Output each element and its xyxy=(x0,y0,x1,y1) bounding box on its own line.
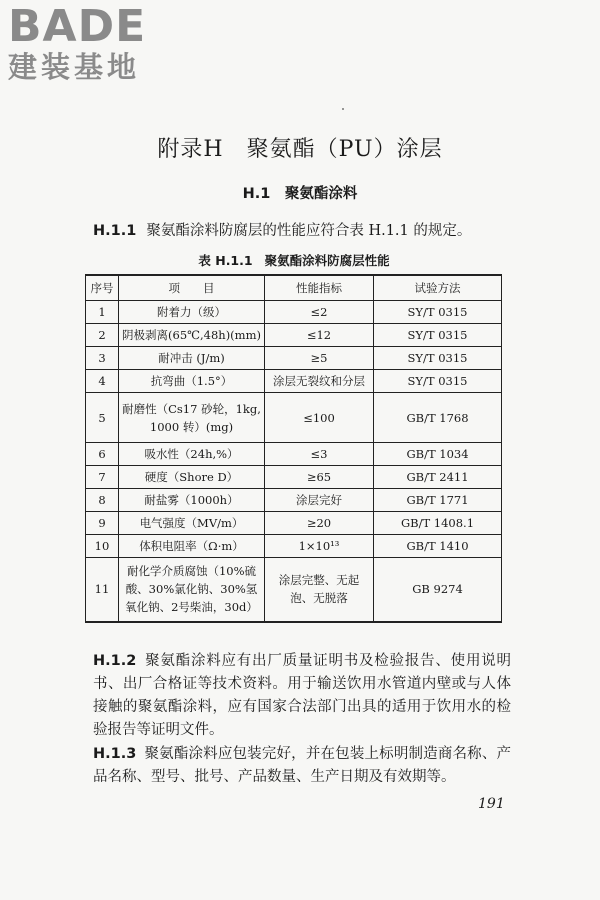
table-row xyxy=(86,393,502,443)
table-row xyxy=(86,301,502,324)
table-cell: ≤2 xyxy=(265,301,374,324)
table-row xyxy=(86,489,502,512)
table-cell: 附着力（级） xyxy=(119,301,265,324)
table-row xyxy=(86,558,502,622)
table-cell: 1 xyxy=(86,301,119,324)
table-row xyxy=(86,324,502,347)
clause-text: 聚氨酯涂料防腐层的性能应符合表 H.1.1 的规定。 xyxy=(146,223,472,239)
table-cell: 抗弯曲（1.5°） xyxy=(119,370,265,393)
table-cell: ≤100 xyxy=(265,393,374,443)
table-cell: 6 xyxy=(86,443,119,466)
table-cell: 耐冲击 (J/m) xyxy=(119,347,265,370)
table-row xyxy=(86,466,502,489)
table-cell: 2 xyxy=(86,324,119,347)
table-cell: GB/T 1768 xyxy=(374,393,502,443)
table-cell: 涂层无裂纹和分层 xyxy=(265,370,374,393)
table-cell: 耐磨性（Cs17 砂轮，1kg, 1000 转）(mg) xyxy=(119,393,265,443)
table-caption-number: 表 H.1.1 xyxy=(198,253,253,268)
table-cell: ≥5 xyxy=(265,347,374,370)
table-cell: 4 xyxy=(86,370,119,393)
table-cell: GB 9274 xyxy=(374,558,502,622)
table-cell: 涂层完好 xyxy=(265,489,374,512)
table-cell: 11 xyxy=(86,558,119,622)
header-cell: 试验方法 xyxy=(374,275,502,301)
clause-number: H.1.3 xyxy=(93,746,137,762)
table-cell: 8 xyxy=(86,489,119,512)
table-cell: GB/T 1408.1 xyxy=(374,512,502,535)
table-cell: 耐化学介质腐蚀（10%硫酸、30%氯化钠、30%氢氧化钠、2号柴油，30d） xyxy=(119,558,265,622)
logo-subtitle: 建装基地 xyxy=(8,50,141,84)
section-title: H.1 聚氨酯涂料 xyxy=(242,186,358,202)
table-cell: ≤3 xyxy=(265,443,374,466)
speck-dot xyxy=(342,108,344,110)
clause-number: H.1.1 xyxy=(93,223,137,239)
table-caption xyxy=(0,251,600,269)
table-cell: GB/T 1771 xyxy=(374,489,502,512)
table-cell: ≥65 xyxy=(265,466,374,489)
table-cell: 吸水性（24h,%） xyxy=(119,443,265,466)
table-cell: 1×10¹³ xyxy=(265,535,374,558)
appendix-title: 附录H 聚氨酯（PU）涂层 xyxy=(157,137,443,162)
header-cell: 性能指标 xyxy=(265,275,374,301)
header-cell: 序号 xyxy=(86,275,119,301)
table-cell: 电气强度（MV/m） xyxy=(119,512,265,535)
table-cell: 7 xyxy=(86,466,119,489)
table-header-row xyxy=(86,275,502,301)
table-caption-title: 聚氨酯涂料防腐层性能 xyxy=(264,253,390,268)
table-cell: GB/T 1034 xyxy=(374,443,502,466)
table-cell: 10 xyxy=(86,535,119,558)
page-number: 191 xyxy=(478,796,505,812)
table-row xyxy=(86,512,502,535)
table-cell: 阴极剥离(65℃,48h)(mm) xyxy=(119,324,265,347)
clause-h112 xyxy=(93,650,511,742)
table-cell: 5 xyxy=(86,393,119,443)
table-row xyxy=(86,443,502,466)
table-cell: SY/T 0315 xyxy=(374,324,502,347)
clause-number: H.1.2 xyxy=(93,653,137,669)
table-cell: 硬度（Shore D） xyxy=(119,466,265,489)
table-row xyxy=(86,535,502,558)
table-cell: 耐盐雾（1000h） xyxy=(119,489,265,512)
table-cell: 9 xyxy=(86,512,119,535)
logo-brand: BADE xyxy=(8,1,147,52)
performance-table xyxy=(85,274,502,623)
table-cell: ≤12 xyxy=(265,324,374,347)
table-cell: 3 xyxy=(86,347,119,370)
clause-text: 聚氨酯涂料应有出厂质量证明书及检验报告、使用说明书、出厂合格证等技术资料。用于输送饮用水管道内壁或与人体接触的聚氨酯涂料，应有国家合法部门出具的适用于饮用水的检验报告等证明文件。 xyxy=(93,653,511,738)
table-cell: SY/T 0315 xyxy=(374,370,502,393)
table-row xyxy=(86,347,502,370)
table-cell: GB/T 2411 xyxy=(374,466,502,489)
table-cell: GB/T 1410 xyxy=(374,535,502,558)
header-cell: 项 目 xyxy=(119,275,265,301)
bade-logo xyxy=(8,1,183,84)
table-cell: 涂层完整、无起泡、无脱落 xyxy=(265,558,374,622)
table-cell: ≥20 xyxy=(265,512,374,535)
table-cell: SY/T 0315 xyxy=(374,347,502,370)
table-cell: 体积电阻率（Ω·m） xyxy=(119,535,265,558)
clause-text: 聚氨酯涂料应包装完好，并在包装上标明制造商名称、产品名称、型号、批号、产品数量、生产日期及有效期等。 xyxy=(93,746,511,785)
clause-h113 xyxy=(93,743,511,789)
table-row xyxy=(86,370,502,393)
table-cell: SY/T 0315 xyxy=(374,301,502,324)
clause-h111 xyxy=(93,218,513,244)
